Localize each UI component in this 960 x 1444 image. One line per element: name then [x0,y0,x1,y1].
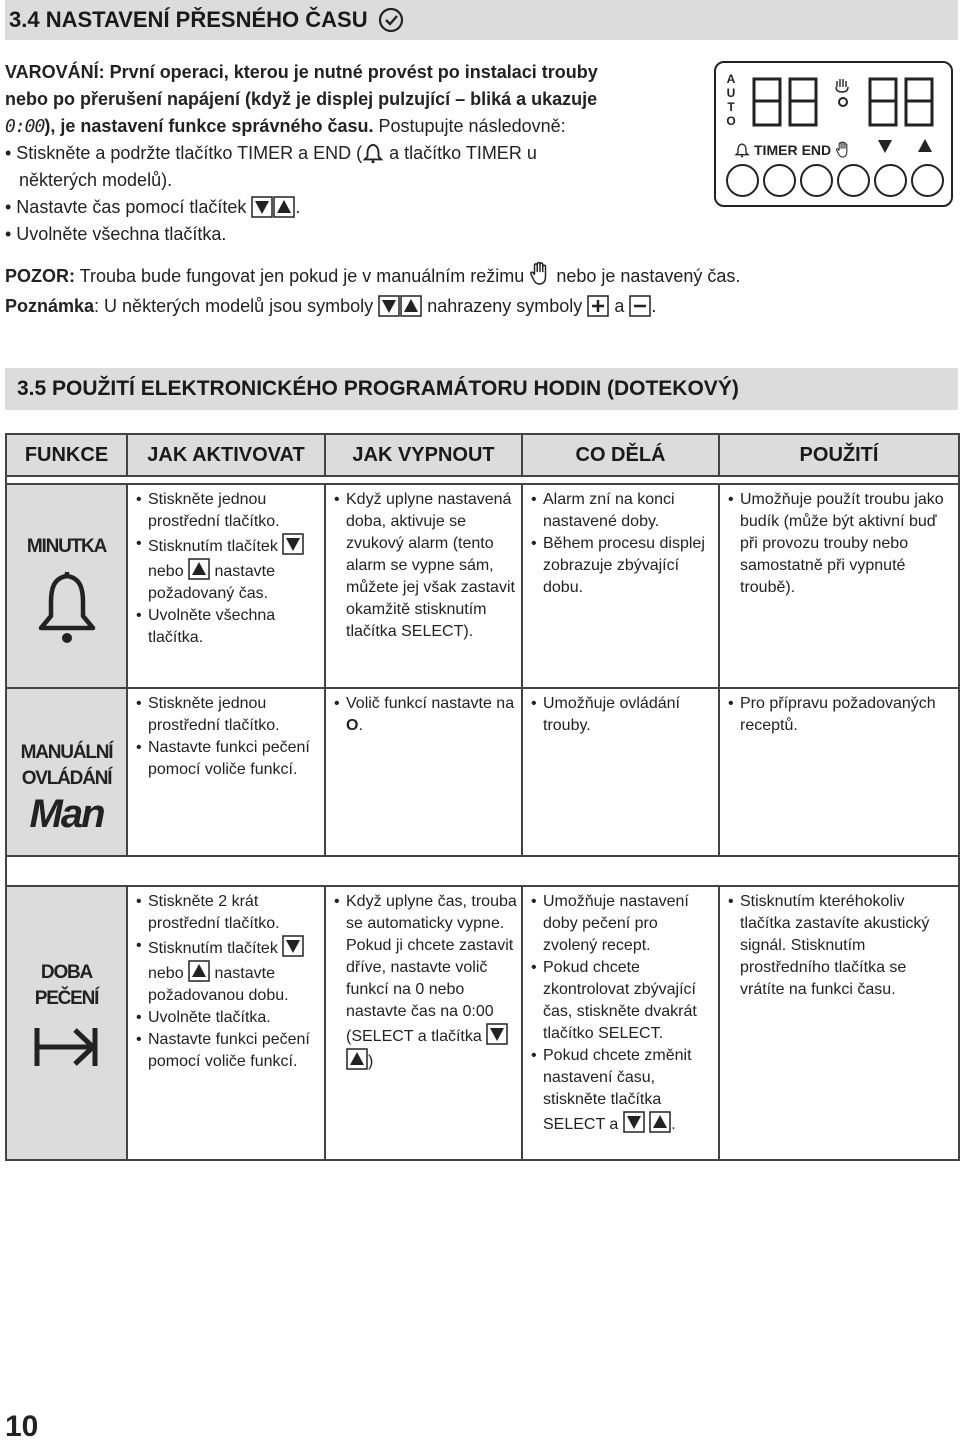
list-item: • Stisknutím tlačítek nebo nastavte požadovanou dobu. [136,935,320,1007]
arrow-down-icon [876,137,894,155]
bullet-3-text: • Uvolněte všechna tlačítka. [5,224,227,244]
list-item: • Pro přípravu požadovaných receptů. [728,693,954,737]
arrow-down-icon [282,935,304,957]
activate-cell [127,688,325,856]
poznamka-text-c: a [614,296,625,316]
list-item: • Pokud chcete změnit nastavení času, stiskněte tlačítka SELECT a . [531,1045,714,1136]
arrow-down-icon [486,1023,508,1045]
section-34-notes [5,261,905,321]
use-cell [719,484,959,688]
display-zero-value: 0:00 [5,116,45,137]
header-co-dela: CO DĚLÁ [522,434,719,476]
list-item: • Stisknutím tlačítek nebo nastavte požadovaný čas. [136,533,320,605]
panel-button [874,164,907,197]
warning-label: VAROVÁNÍ: [5,62,105,82]
does-cell [522,484,719,688]
panel-labels [734,141,851,159]
list-item: • Stiskněte jednou prostřední tlačítko. [136,489,320,533]
panel-button [763,164,796,197]
header-funkce: FUNKCE [6,434,127,476]
minus-icon [629,295,651,317]
arrow-up-icon [273,196,295,218]
timer-label: TIMER [754,142,798,158]
hand-icon [835,141,851,159]
warning-text-2: nebo po přerušení napájení (když je displej pulzující – bliká a ukazuje [5,89,598,109]
list-item: • Pokud chcete zkontrolovat zbývající čas, stiskněte dvakrát tlačítko SELECT. [531,957,714,1045]
list-item: • Stiskněte 2 krát prostřední tlačítko. [136,891,320,935]
arrow-up-icon [188,558,210,580]
use-cell [719,688,959,856]
list-item: • Uvolněte tlačítka. [136,1007,320,1029]
warning-text-3: ), je nastavení funkce správného času. [44,116,374,136]
list-item: • Když uplyne nastavená doba, aktivuje se zvukový alarm (tento alarm se vypne sám, můžete jej však zastavit okamžitě stisknutím tlačítka SELECT). [334,489,517,643]
list-item: • Stiskněte jednou prostřední tlačítko. [136,693,320,737]
instruction-text: Postupujte následovně: [373,116,566,136]
table-header-row [6,434,959,476]
table-row [6,484,959,688]
arrow-up-icon [346,1048,368,1070]
list-item: • Alarm zní na konci nastavené doby. [531,489,714,533]
section-35-title: 3.5 POUŽITÍ ELEKTRONICKÉHO PROGRAMÁTORU HODIN (DOTEKOVÝ) [17,377,739,400]
function-name-line-2: PEČENÍ [34,988,99,1009]
list-item: • Nastavte funkci pečení pomocí voliče funkcí. [136,1029,320,1073]
panel-button [837,164,870,197]
panel-button [911,164,944,197]
list-item: • Stisknutím kteréhokoliv tlačítka zastavíte akustický signál. Stisknutím prostředního tlačítka se vrátíte na funkci času. [728,891,954,1001]
section-34-title: 3.4 NASTAVENÍ PŘESNÉHO ČASU [9,7,368,32]
plus-icon [587,295,609,317]
warning-text: První operaci, kterou je nutné provést po instalaci trouby [104,62,598,82]
does-cell [522,886,719,1160]
pozor-text-b: nebo je nastavený čas. [556,266,741,286]
section-35-header [5,368,958,410]
function-name-line-2: OVLÁDÁNÍ [21,768,112,789]
arrow-down-icon [251,196,273,218]
list-item: • Umožňuje nastavení doby pečení pro zvolený recept. [531,891,714,957]
poznamka-text-b: nahrazeny symboly [427,296,583,316]
function-name-cell [6,484,127,688]
arrow-down-icon [623,1111,645,1133]
header-jak-aktivovat: JAK AKTIVOVAT [127,434,325,476]
page-number: 10 [5,1410,39,1443]
list-item: • Umožňuje použít troubu jako budík (může být aktivní buď při provozu trouby nebo samostatně při vypnuté troubě). [728,489,954,599]
function-name-cell [6,688,127,856]
section-34-body [5,59,705,248]
table-row [6,688,959,856]
seven-segment-display [750,75,945,129]
bell-icon [35,568,99,644]
activate-cell [127,886,325,1160]
list-item: • Když uplyne čas, trouba se automaticky vypne. Pokud ji chcete zastavit dříve, nastavte volič funkcí na 0 nebo nastavte čas na 0:00 (SELECT a tlačítka ) [334,891,517,1073]
panel-button [800,164,833,197]
bell-icon [362,142,384,164]
function-name-line-1: MANUÁLNÍ [20,742,113,763]
auto-label: A U T O [726,72,736,128]
bullet-2-end: . [295,197,301,217]
clock-check-icon [378,7,404,33]
arrow-up-icon [916,137,934,155]
list-item: • Během procesu displej zobrazuje zbývající dobu. [531,533,714,599]
functions-table [5,433,960,1161]
function-name-line-1: DOBA [40,962,93,983]
display-panel [714,61,953,207]
arrow-up-icon [188,960,210,982]
function-name-cell [6,886,127,1160]
bullet-1-text-c: některých modelů). [19,170,173,190]
bullet-1-text-b: a tlačítko TIMER u [384,143,537,163]
deactivate-cell [325,484,522,688]
list-item: • Uvolněte všechna tlačítka. [136,605,320,649]
function-name: MINUTKA [26,536,107,557]
man-symbol: Man [29,792,104,836]
arrow-up-icon [649,1111,671,1133]
arrow-down-icon [378,295,400,317]
hand-icon [529,261,551,287]
pozor-text: Trouba bude fungovat jen pokud je v manuálním režimu [75,266,525,286]
bullet-2-text: • Nastavte čas pomocí tlačítek [5,197,247,217]
header-jak-vypnout: JAK VYPNOUT [325,434,522,476]
section-34-header [5,0,958,40]
poznamka-label: Poznámka [5,296,95,316]
arrow-up-icon [400,295,422,317]
table-row [6,886,959,1160]
list-item: • Nastavte funkci pečení pomocí voliče funkcí. [136,737,320,781]
poznamka-text-d: . [651,296,657,316]
list-item: • Umožňuje ovládání trouby. [531,693,714,737]
end-label: END [801,142,832,158]
header-pouziti: POUŽITÍ [719,434,959,476]
pozor-label: POZOR: [5,266,75,286]
panel-button [726,164,759,197]
panel-arrows [876,137,934,155]
arrow-down-icon [282,533,304,555]
deactivate-cell [325,688,522,856]
use-cell [719,886,959,1160]
deactivate-cell [325,886,522,1160]
bell-icon [734,142,750,158]
panel-buttons [726,164,944,197]
list-item: • Volič funkcí nastavte na O. [334,693,517,737]
cooking-duration-icon [31,1022,103,1072]
activate-cell [127,484,325,688]
bullet-1-text: • Stiskněte a podržte tlačítko TIMER a END ( [5,143,363,163]
poznamka-text: : U některých modelů jsou symboly [94,296,374,316]
does-cell [522,688,719,856]
